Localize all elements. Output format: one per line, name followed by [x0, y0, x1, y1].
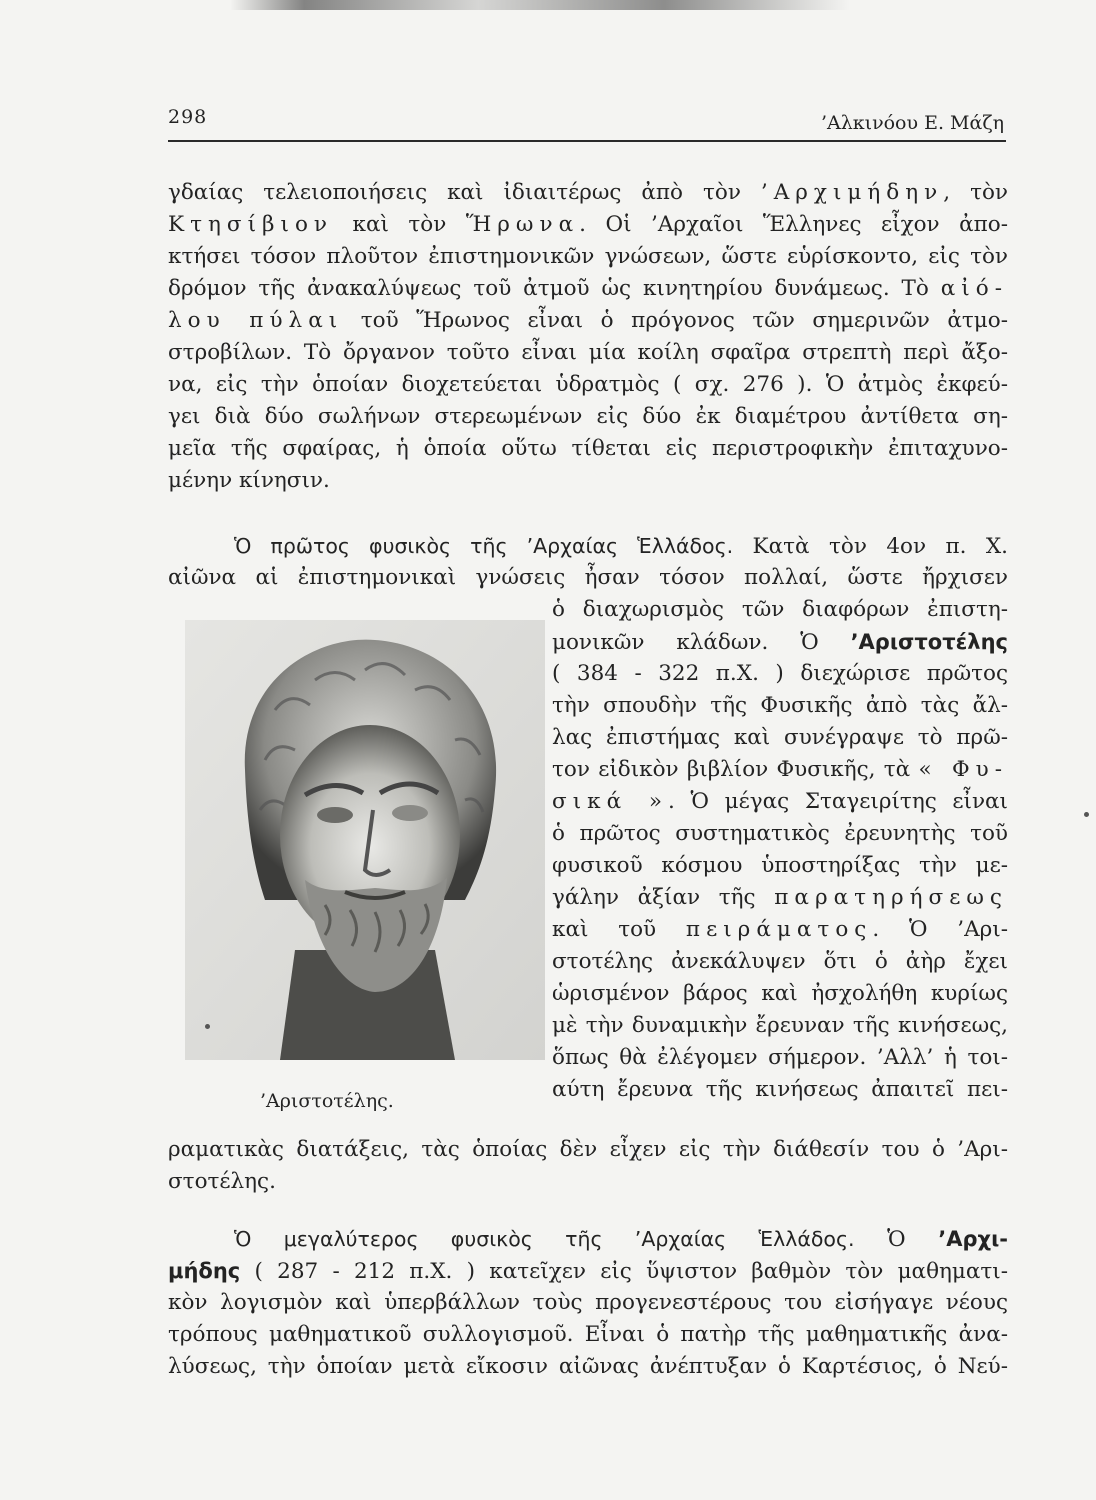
- aristotle-column: [552, 594, 1008, 1106]
- text-line: στοτέλης.: [168, 1169, 276, 1194]
- section-heading: Ὁ μεγαλύτερος φυσικὸς τῆς ’Αρχαίας Ἑλλάδος.: [234, 1227, 855, 1251]
- section-aristotle: [168, 530, 1008, 594]
- text-line: Ὁ μεγαλύτερος φυσικὸς τῆς ’Αρχαίας Ἑλλάδος. Ὁ ’Αρχι-: [234, 1227, 1008, 1252]
- text-line: τον εἰδικὸν βιβλίον Φυσικῆς, τὰ « Φυ-: [552, 757, 1008, 782]
- text-line: κὸν λογισμὸν καὶ ὑπερβάλλων τοὺς προγενεστέρους του εἰσήγαγε νέους: [168, 1290, 1008, 1315]
- text-line: γδαίας τελειοποιήσεις καὶ ἰδιαιτέρως ἀπὸ τὸν ’Αρχιμήδην, τὸν: [168, 180, 1008, 205]
- page-number: 298: [168, 106, 208, 128]
- text-line: μήδης ( 287 - 212 π.Χ. ) κατεῖχεν εἰς ὕψιστον βαθμὸν τὸν μαθηματι-: [168, 1259, 1008, 1284]
- section-heading: Ὁ πρῶτος φυσικὸς τῆς ’Αρχαίας Ἑλλάδος.: [234, 534, 734, 558]
- running-head: ’Αλκινόου Ε. Μάζη: [820, 112, 1004, 134]
- text-line: ραματικὰς διατάξεις, τὰς ὁποίας δὲν εἶχεν εἰς τὴν διάθεσίν του ὁ ’Αρι-: [168, 1137, 1008, 1162]
- text-line: τὴν σπουδὴν τῆς Φυσικῆς ἀπὸ τὰς ἄλ-: [552, 693, 1008, 718]
- image-caption: ’Αριστοτέλης.: [260, 1090, 394, 1112]
- text-line: Ὁ πρῶτος φυσικὸς τῆς ’Αρχαίας Ἑλλάδος. Κατὰ τὸν 4ον π. Χ.: [234, 534, 1008, 559]
- scan-speck: [205, 1024, 210, 1029]
- section-archimedes: [168, 1223, 1008, 1383]
- text-line: μένην κίνησιν.: [168, 468, 330, 493]
- text-line: ὁ διαχωρισμὸς τῶν διαφόρων ἐπιστη-: [552, 597, 1008, 622]
- text-line: δρόμον τῆς ἀνακαλύψεως τοῦ ἀτμοῦ ὡς κινητηρίου δυνάμεως. Τὸ αἰό-: [168, 276, 1008, 301]
- text-line: αἰῶνα αἱ ἐπιστημονικαὶ γνώσεις ἦσαν τόσον πολλαί, ὥστε ἤρχισεν: [168, 565, 1008, 590]
- text-line: λύσεως, τὴν ὁποίαν μετὰ εἴκοσιν αἰῶνας ἀνέπτυξαν ὁ Καρτέσιος, ὁ Νεύ-: [168, 1354, 1008, 1379]
- text-line: ὡρισμένον βάρος καὶ ἠσχολήθη κυρίως: [552, 981, 1008, 1006]
- text-line: στροβίλων. Τὸ ὄργανον τοῦτο εἶναι μία κοίλη σφαῖρα στρεπτὴ περὶ ἄξο-: [168, 340, 1008, 365]
- text-line: αύτη ἔρευνα τῆς κινήσεως ἀπαιτεῖ πει-: [552, 1077, 1008, 1102]
- text-line: ( 384 - 322 π.Χ. ) διεχώρισε πρῶτος: [552, 661, 1008, 686]
- text-line: μὲ τὴν δυναμικὴν ἔρευναν τῆς κινήσεως,: [552, 1013, 1008, 1038]
- text-line: στοτέλης ἀνεκάλυψεν ὅτι ὁ ἀὴρ ἔχει: [552, 949, 1008, 974]
- intro-paragraph: [168, 177, 1008, 497]
- text-line: φυσικοῦ κόσμου ὑποστηρίξας τὴν με-: [552, 853, 1008, 878]
- text-line: λας ἐπιστήμας καὶ συνέγραψε τὸ πρῶ-: [552, 725, 1008, 750]
- aristotle-continuation: [168, 1134, 1008, 1198]
- text-line: καὶ τοῦ πειράματος. Ὁ ’Αρι-: [552, 917, 1008, 942]
- text-line: μεῖα τῆς σφαίρας, ἡ ὁποία οὕτω τίθεται εἰς περιστροφικὴν ἐπιταχυνο-: [168, 436, 1008, 461]
- text-line: λου πύλαι τοῦ Ἥρωνος εἶναι ὁ πρόγονος τῶν σημερινῶν ἀτμο-: [168, 308, 1008, 333]
- aristotle-bust-image: [185, 620, 545, 1060]
- scan-speck: [1084, 812, 1089, 817]
- text-line: ὁ πρῶτος συστηματικὸς ἐρευνητὴς τοῦ: [552, 821, 1008, 846]
- text-line: κτήσει τόσον πλοῦτον ἐπιστημονικῶν γνώσεων, ὥστε εὑρίσκοντο, εἰς τὸν: [168, 244, 1008, 269]
- text-line: Κτησίβιον καὶ τὸν Ἥρωνα. Οἱ ’Αρχαῖοι Ἕλληνες εἶχον ἀπο-: [168, 212, 1008, 237]
- text-line: τρόπους μαθηματικοῦ συλλογισμοῦ. Εἶναι ὁ πατὴρ τῆς μαθηματικῆς ἀνα-: [168, 1322, 1008, 1347]
- page-header: [168, 100, 1006, 142]
- text-line: ὅπως θὰ ἐλέγομεν σήμερον. ’Αλλ’ ἡ τοι-: [552, 1045, 1008, 1070]
- text-line: σικά ». Ὁ μέγας Σταγειρίτης εἶναι: [552, 789, 1008, 814]
- scan-edge-shadow: [230, 0, 850, 10]
- text-line: μονικῶν κλάδων. Ὁ ’Αριστοτέλης: [552, 630, 1008, 655]
- text-line: να, εἰς τὴν ὁποίαν διοχετεύεται ὑδρατμὸς ( σχ. 276 ). Ὁ ἀτμὸς ἐκφεύ-: [168, 372, 1008, 397]
- text-line: γει διὰ δύο σωλήνων στερεωμένων εἰς δύο ἐκ διαμέτρου ἀντίθετα ση-: [168, 404, 1008, 429]
- text-line: γάλην ἀξίαν τῆς παρατηρήσεως: [552, 885, 1008, 910]
